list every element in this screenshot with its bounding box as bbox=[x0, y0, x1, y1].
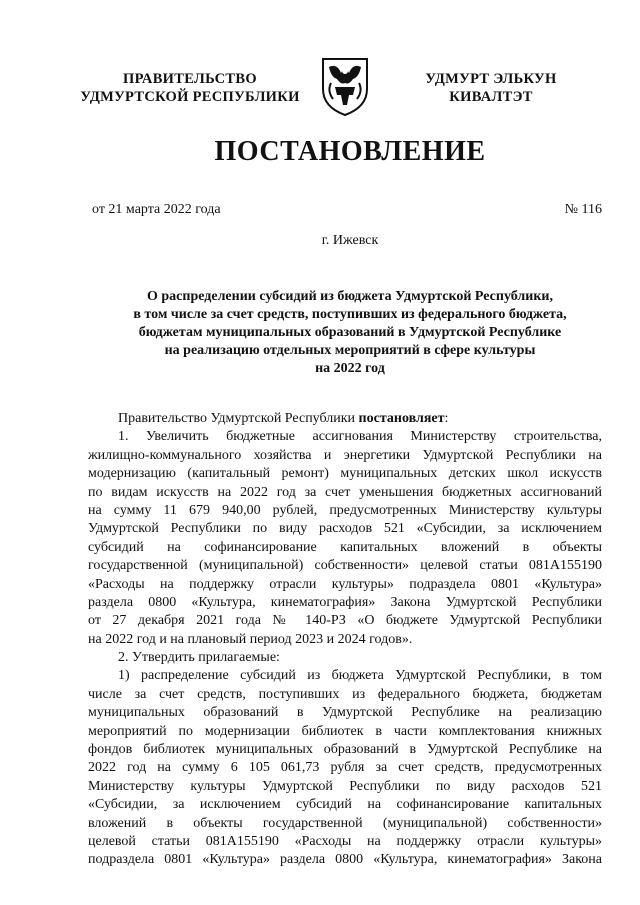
body-line: модернизацию (капитальный ремонт) муниципальных детских школ искусств bbox=[88, 466, 602, 482]
header-right-block bbox=[398, 70, 584, 106]
header-left-line-2: УДМУРТСКОЙ РЕСПУБЛИКИ bbox=[80, 89, 300, 105]
body-line: на 2022 год и на плановый период 2023 и 2024 годов». bbox=[88, 631, 413, 647]
subject-line-4: на реализацию отдельных мероприятий в сфере культуры bbox=[164, 343, 536, 358]
body-line: вложений в объекты государственной (муниципальной) собственности» bbox=[88, 815, 602, 831]
header-left-line-1: ПРАВИТЕЛЬСТВО bbox=[123, 71, 257, 87]
body-line: 2022 год на сумму 6 105 061,73 рубля за счет средств, предусмотренных bbox=[88, 760, 602, 776]
subject-line-3: бюджетам муниципальных образований в Удмуртской Республике bbox=[138, 325, 562, 340]
body-line: Удмуртской Республики по виду расходов 521 «Субсидии, за исключением bbox=[88, 521, 602, 537]
body-line: целевой статьи 081А155190 «Расходы на поддержку отрасли культуры» bbox=[88, 833, 602, 849]
subject-line-5: на 2022 год bbox=[315, 361, 385, 376]
header-left-block bbox=[70, 70, 310, 106]
header-right-line-2: КИВАЛТЭТ bbox=[449, 89, 533, 105]
document-number: № 116 bbox=[564, 202, 602, 217]
body-line: мероприятий по модернизации библиотек в части комплектования книжных bbox=[88, 723, 602, 739]
preamble bbox=[88, 410, 602, 428]
body-line: фондов библиотек муниципальных образований в Удмуртской Республике на bbox=[88, 742, 602, 758]
body-line: 1. Увеличить бюджетные ассигнования Министерству строительства, bbox=[118, 429, 602, 445]
body-line: государственной (муниципальной) собственности» целевой статьи 081А155190 bbox=[88, 558, 602, 574]
body-line: раздела 0800 «Культура, кинематография» Закона Удмуртской Республики bbox=[88, 594, 602, 610]
body-line: «Расходы на поддержку отрасли культуры» подраздела 0801 «Культура» bbox=[88, 576, 602, 592]
body-lines bbox=[88, 428, 602, 869]
preamble-text: Правительство Удмуртской Республики bbox=[118, 411, 359, 426]
document-subject bbox=[80, 288, 620, 378]
body-line: «Субсидии, за исключением субсидий на софинансирование капитальных bbox=[88, 797, 602, 813]
document-title: ПОСТАНОВЛЕНИЕ bbox=[214, 136, 486, 167]
subject-line-2: в том числе за счет средств, поступивших из федерального бюджета, bbox=[133, 307, 567, 322]
document-body bbox=[88, 410, 602, 870]
body-line: по видам искусств на 2022 год за счет уменьшения бюджетных ассигнований bbox=[88, 484, 602, 500]
body-line: субсидий на софинансирование капитальных вложений в объекты bbox=[88, 539, 602, 555]
body-line: муниципальных образований в Удмуртской Республике на реализацию bbox=[88, 705, 602, 721]
body-line: Министерству культуры Удмуртской Республики по виду расходов 521 bbox=[88, 778, 602, 794]
subject-line-1: О распределении субсидий из бюджета Удмуртской Республики, bbox=[147, 289, 553, 304]
body-line: 1) распределение субсидий из бюджета Удмуртской Республики, в том bbox=[118, 668, 602, 684]
body-line: жилищно-коммунального хозяйства и энергетики Удмуртской Республики на bbox=[88, 447, 602, 463]
header-right-line-1: УДМУРТ ЭЛЬКУН bbox=[425, 71, 557, 87]
body-line: от 27 декабря 2021 года № 140-РЗ «О бюджете Удмуртской Республики bbox=[88, 613, 602, 629]
body-line: числе за счет средств, поступивших из федерального бюджета, бюджетам bbox=[88, 686, 602, 702]
body-line: 2. Утвердить прилагаемые: bbox=[118, 650, 280, 666]
preamble-verb: постановляет bbox=[358, 411, 445, 426]
body-line: на сумму 11 679 940,00 рублей, предусмотренных Министерству культуры bbox=[88, 502, 602, 518]
coat-of-arms-emblem-icon bbox=[319, 55, 371, 117]
document-city: г. Ижевск bbox=[321, 233, 379, 248]
document-date: от 21 марта 2022 года bbox=[92, 202, 221, 217]
preamble-end: : bbox=[444, 411, 449, 426]
body-line: подраздела 0801 «Культура» раздела 0800 «Культура, кинематография» Закона bbox=[88, 852, 602, 868]
